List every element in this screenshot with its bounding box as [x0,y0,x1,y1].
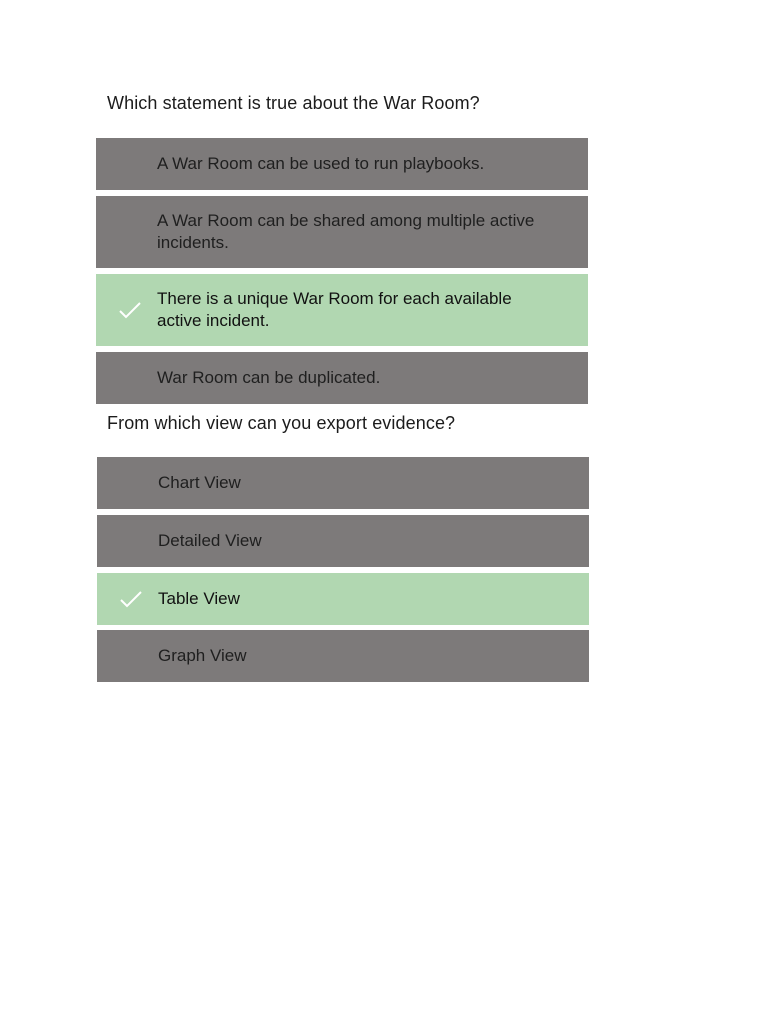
q1-option-c[interactable] [96,274,588,346]
q2-option-d-label: Graph View [158,646,247,665]
q1-option-a[interactable] [96,138,588,190]
q2-option-c-label: Table View [158,589,240,608]
question-1-prompt: Which statement is true about the War Room? [107,93,480,113]
q2-option-c[interactable] [97,573,589,625]
q2-option-d[interactable] [97,630,589,682]
q1-option-d[interactable] [96,352,588,404]
q2-option-a[interactable] [97,457,589,509]
q1-option-b-label: A War Room can be shared among multiple active incidents. [157,211,535,252]
q1-option-a-label: A War Room can be used to run playbooks. [157,154,485,173]
question-2-prompt: From which view can you export evidence? [107,413,456,433]
q1-option-d-label: War Room can be duplicated. [157,368,381,387]
q1-option-b[interactable] [96,196,588,268]
q1-option-c-label: There is a unique War Room for each available active incident. [157,289,512,330]
q2-option-b[interactable] [97,515,589,567]
checkmark-icon [119,589,143,609]
checkmark-icon [118,300,142,320]
q2-option-a-label: Chart View [158,473,241,492]
q2-option-b-label: Detailed View [158,531,262,550]
